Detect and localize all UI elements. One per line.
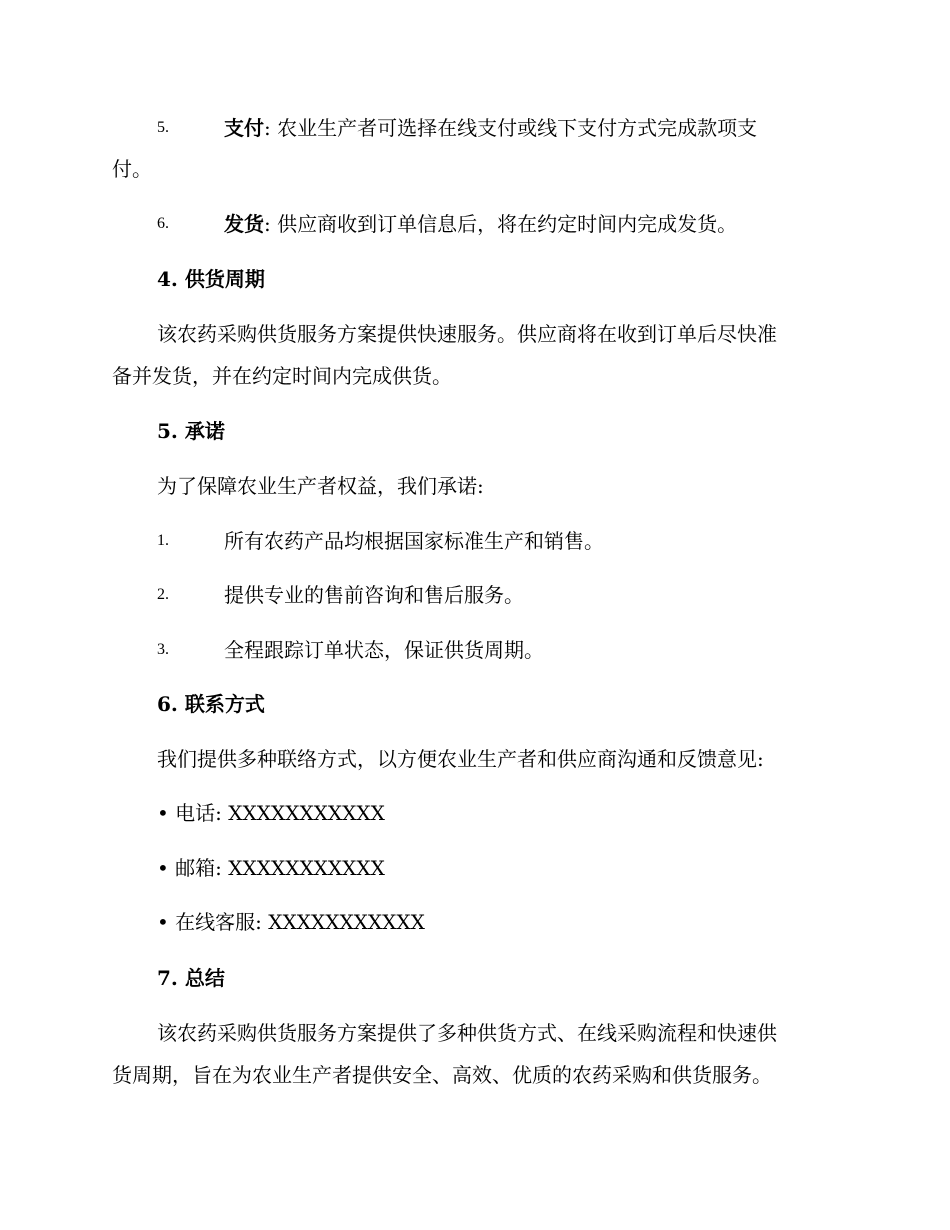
list-item (224, 210, 737, 238)
list-item-text: : 供应商收到订单信息后，将在约定时间内完成发货。 (264, 212, 738, 236)
list-number: 3. (157, 641, 169, 658)
list-item: 提供专业的售前咨询和售后服务。 (224, 583, 524, 607)
section-heading: 7. 总结 (157, 966, 225, 990)
paragraph-line: 为了保障农业生产者权益，我们承诺: (157, 474, 484, 498)
section-heading: 6. 联系方式 (157, 692, 265, 716)
list-item-term: 支付 (224, 116, 264, 140)
paragraph-line: 货周期，旨在为农业生产者提供安全、高效、优质的农药采购和供货服务。 (112, 1063, 772, 1087)
list-item: 所有农药产品均根据国家标准生产和销售。 (224, 529, 604, 553)
paragraph-line: 备并发货，并在约定时间内完成供货。 (112, 364, 452, 388)
list-item (224, 114, 757, 142)
contact-item: • 在线客服: XXXXXXXXXXX (157, 910, 425, 934)
list-number: 5. (157, 119, 169, 136)
list-number: 6. (157, 215, 169, 232)
contact-item: • 邮箱: XXXXXXXXXXX (157, 856, 385, 880)
list-item-term: 发货 (224, 212, 264, 236)
section-heading: 5. 承诺 (157, 419, 225, 443)
section-heading: 4. 供货周期 (157, 267, 265, 291)
list-number: 2. (157, 586, 169, 603)
paragraph-line: 该农药采购供货服务方案提供快速服务。供应商将在收到订单后尽快准 (157, 322, 777, 346)
paragraph-line: 该农药采购供货服务方案提供了多种供货方式、在线采购流程和快速供 (157, 1021, 777, 1045)
contact-item: • 电话: XXXXXXXXXXX (157, 801, 385, 825)
list-item-text: : 农业生产者可选择在线支付或线下支付方式完成款项支 (264, 116, 758, 140)
list-item-continuation: 付。 (112, 157, 152, 181)
list-number: 1. (157, 532, 169, 549)
paragraph-line: 我们提供多种联络方式，以方便农业生产者和供应商沟通和反馈意见: (157, 747, 764, 771)
list-item: 全程跟踪订单状态，保证供货周期。 (224, 638, 544, 662)
